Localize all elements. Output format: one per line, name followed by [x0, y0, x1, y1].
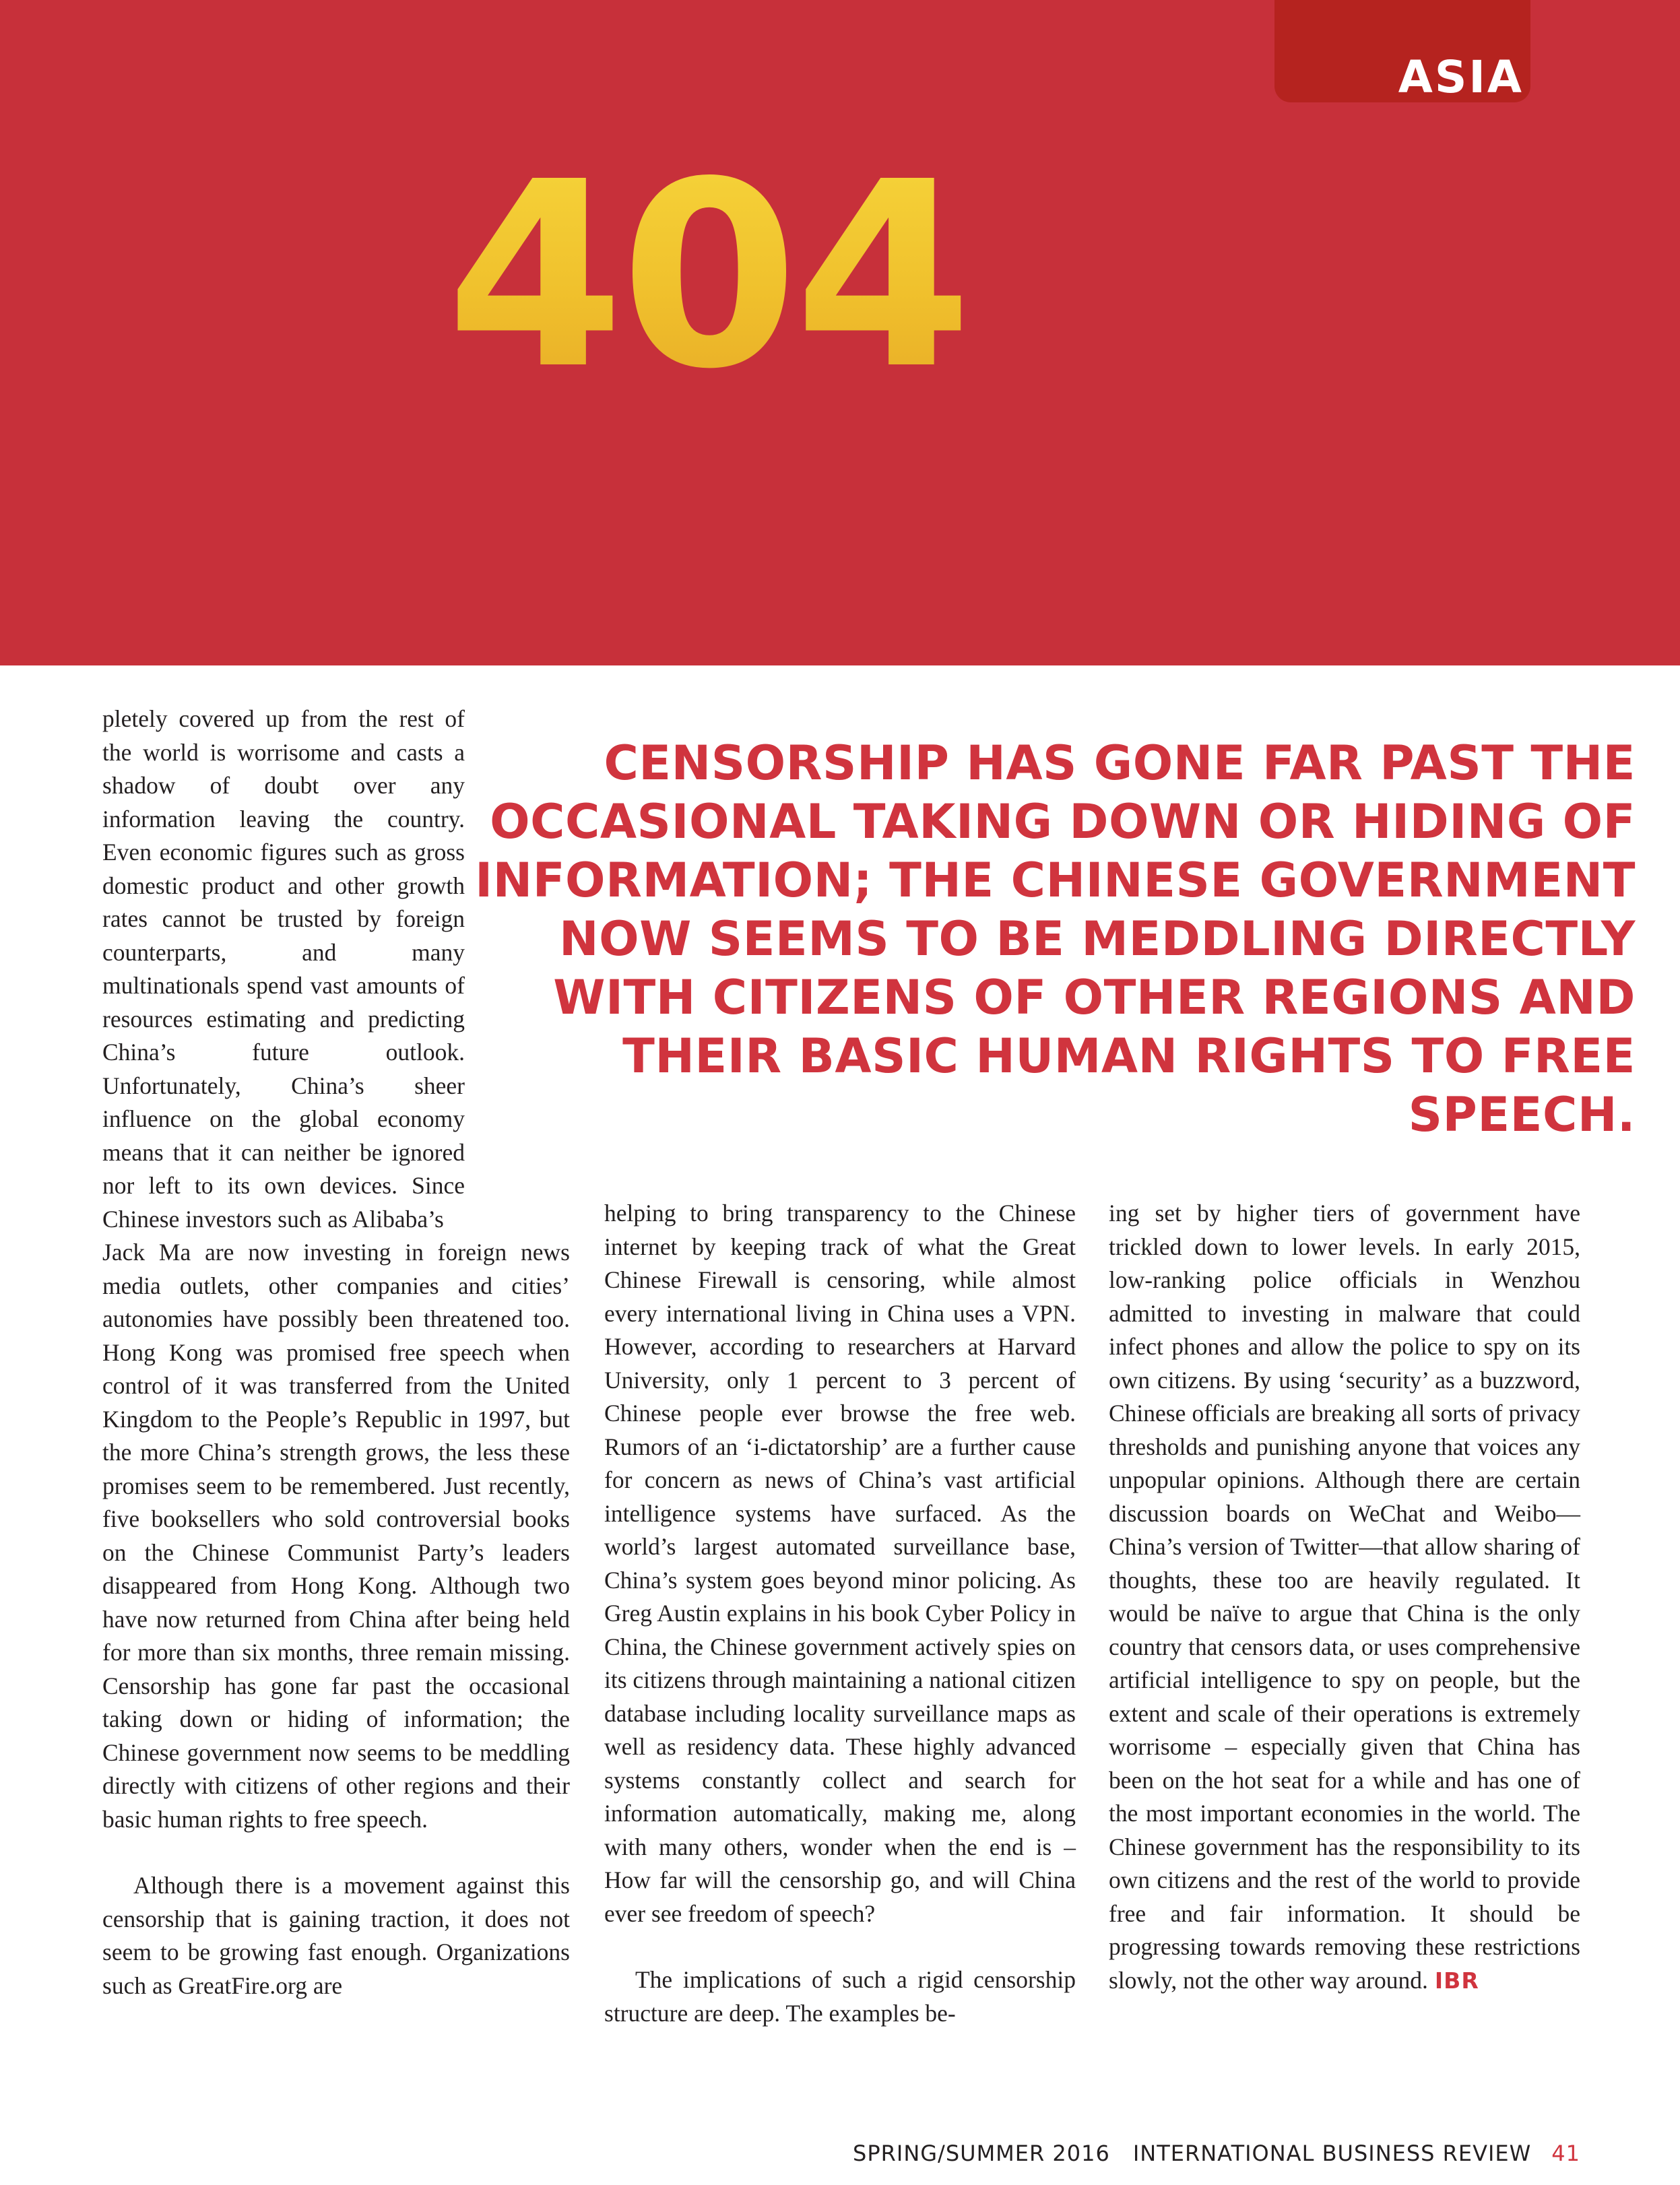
paragraph: pletely covered up from the rest of the world is worrisome and casts a shadow of doubt over any information leaving the country. Even economic figures such as gross domestic product and other growth rates cannot be trusted by foreign counterparts, and many multinationals spend vast amounts of resources estimating and predicting China’s future outlook. Unfortunately, China’s sheer influence on the global economy means that it can neither be ignored nor left to its own devices. Since Chinese investors such as Alibaba’s — [102, 705, 465, 1233]
footer-publication: INTERNATIONAL BUSINESS REVIEW — [1132, 2141, 1532, 2166]
paragraph — [1109, 1197, 1580, 1997]
paragraph: helping to bring transparency to the Chinese internet by keeping track of what the Great Chinese Firewall is censoring, while almost every international living in China uses a VPN. However, according to researchers at Harvard University, only 1 percent to 3 percent of Chinese people ever browse the free web. Rumors of an ‘i-dictatorship’ are a further cause for concern as news of China’s vast artificial intelligence systems have surfaced. As the world’s largest automated surveillance base, China’s system goes beyond minor policing. As Greg Austin explains in his book Cyber Policy in China, the Chinese government actively spies on its citizens through maintaining a national citizen database including locality surveillance maps as well as residency data. These highly advanced systems constantly collect and search for information automatically, making me, along with many others, wonder when the end is – How far will the censorship go, and will China ever see freedom of speech? — [604, 1200, 1076, 1927]
section-label: ASIA — [1398, 51, 1524, 103]
paragraph: Jack Ma are now investing in foreign news media outlets, other companies and cities’ autonomies have possibly been threatened too. Hong Kong was promised free speech when control of it was transferred from the United Kingdom to the People’s Republic in 1997, but the more China’s strength grows, the less these promises seem to be remembered. Just recently, five booksellers who sold controversial books on the Chinese Communist Party’s leaders disappeared from Hong Kong. Although two have now returned from China after being held for more than six months, three remain missing. Censorship has gone far past the occasional taking down or hiding of information; the Chinese government now seems to be meddling directly with citizens of other regions and their basic human rights to free speech. — [102, 1239, 570, 1833]
page-footer — [853, 2143, 1580, 2164]
end-mark: IBR — [1434, 1967, 1479, 1994]
body-column-3 — [1109, 1197, 1580, 1997]
body-column-1-top — [102, 703, 465, 1236]
paragraph-text: ing set by higher tiers of government have trickled down to lower levels. In early 2015, low-ranking police officials in Wenzhou admitted to investing in malware that could infect phones and allow the police to spy on its own citizens. By using ‘security’ as a buzzword, Chinese officials are breaking all sorts of privacy thresholds and punishing anyone that voices any unpopular opinions. Although there are certain discussion boards on WeChat and Weibo—China’s version of Twitter—that allow sharing of thoughts, these too are heavily regulated. It would be naïve to argue that China is the only country that censors data, or uses comprehensive artificial intelligence to spy on people, but the extent and scale of their operations is extremely worrisome – especially given that China has been on the hot seat for a while and has one of the most important economies in the world. The Chinese government has the responsibility to its own citizens and the rest of the world to provide free and fair information. It should be progressing towards removing these restrictions slowly, not the other way around. — [1109, 1200, 1580, 1994]
paragraph: Although there is a movement against this censorship that is gaining traction, it does not seem to be growing fast enough. Organizations such as GreatFire.org are — [102, 1872, 570, 1999]
body-column-2 — [604, 1197, 1076, 2030]
headline-404: 404 — [0, 148, 1415, 404]
body-column-1-bottom — [102, 1236, 570, 2002]
pull-quote: CENSORSHIP HAS GONE FAR PAST THE OCCASIONAL TAKING DOWN OR HIDING OF INFORMATION; THE CHINESE GOVERNMENT NOW SEEMS TO BE MEDDLING DIRECTLY WITH CITIZENS OF OTHER REGIONS AND THEIR BASIC HUMAN RIGHTS TO FREE SPEECH. — [475, 736, 1636, 1142]
footer-issue: SPRING/SUMMER 2016 — [853, 2141, 1110, 2166]
page-number: 41 — [1551, 2141, 1580, 2166]
paragraph: The implications of such a rigid censorship structure are deep. The examples be- — [604, 1966, 1076, 2027]
